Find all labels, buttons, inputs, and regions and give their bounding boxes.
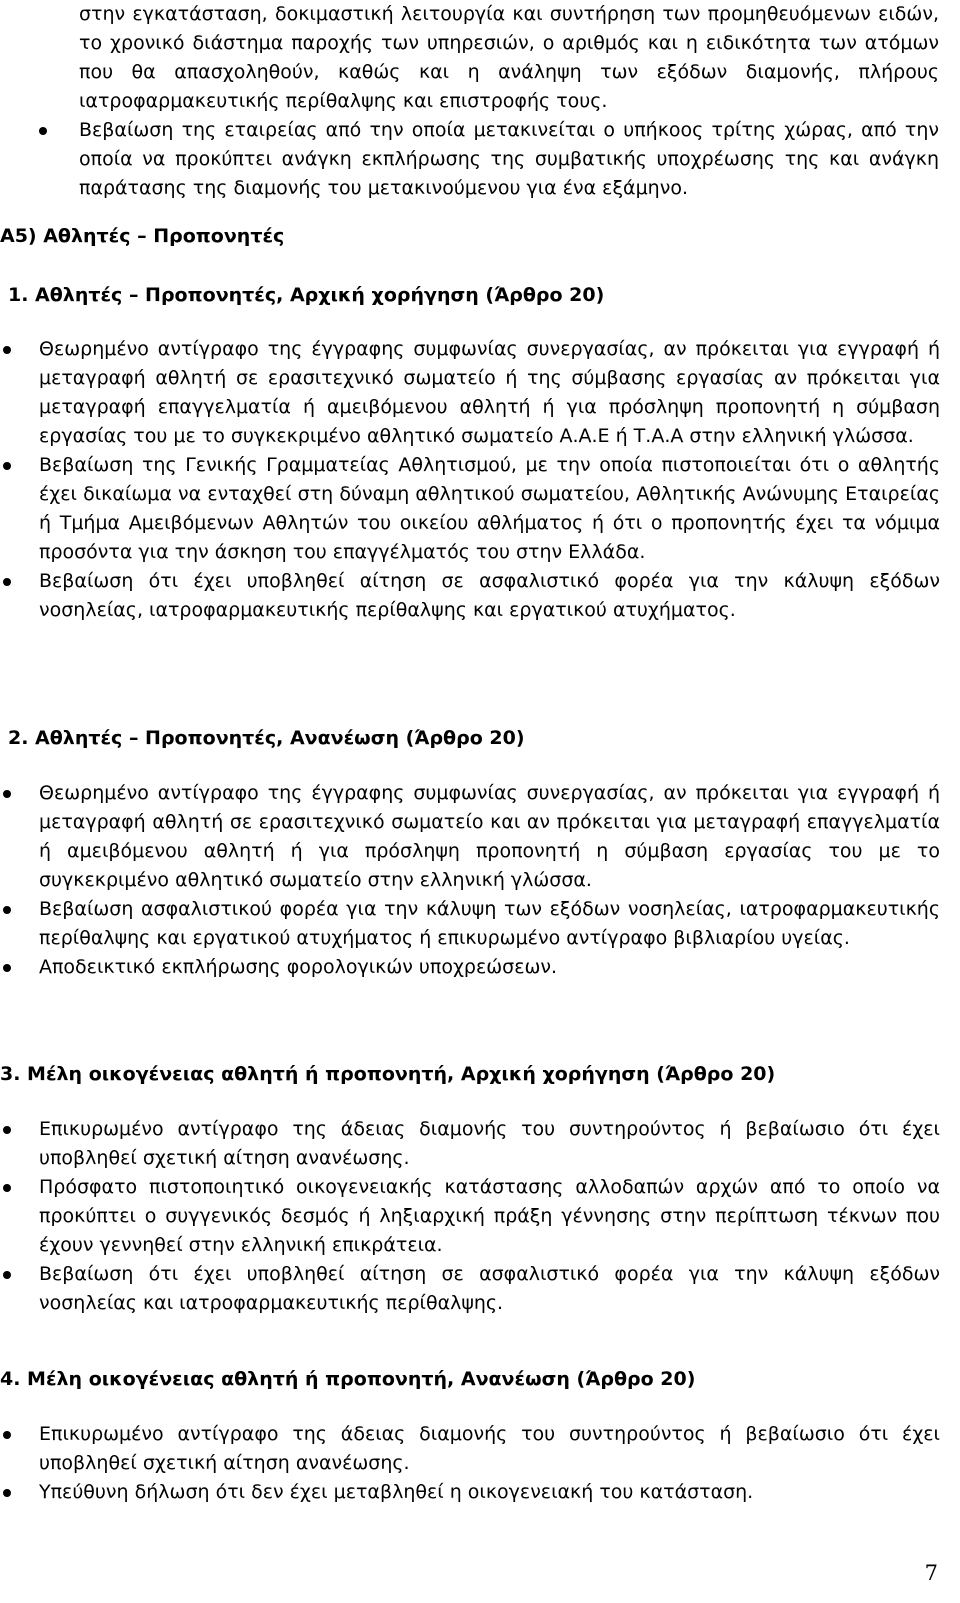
bullet-icon (3, 790, 11, 798)
list-item (0, 779, 940, 895)
bullet-icon (3, 1126, 11, 1134)
list-item (0, 953, 940, 982)
subsection-2-heading: 2. Αθλητές – Προπονητές, Ανανέωση (Άρθρο 20) (8, 727, 525, 749)
list-item-text: Θεωρημένο αντίγραφο της έγγραφης συμφωνίας συνεργασίας, αν πρόκειται για εγγραφή ή μεταγραφή αθλητή σε ερασιτεχνικό σωματείο ή της σύμβασης εργασίας αν πρόκειται για μεταγραφή επαγγελματία ή αμειβόμενου αθλητή ή για πρόσληψη προπονητή η σύμβαση εργασίας του με το συγκεκριμένο αθλητικό σωματείο Α.Α.Ε ή Τ.Α.Α στην ελληνική γλώσσα. (39, 338, 940, 447)
page-number: 7 (924, 1561, 938, 1585)
list-item-text: Βεβαίωση ασφαλιστικού φορέα για την κάλυψη των εξόδων νοσηλείας, ιατροφαρμακευτικής περίθαλψης και εργατικού ατυχήματος ή επικυρωμένο αντίγραφο βιβλιαρίου υγείας. (39, 898, 940, 949)
list-item-text: Επικυρωμένο αντίγραφο της άδειας διαμονής του συντηρούντος ή βεβαίωσιο ότι έχει υποβληθεί σχετική αίτηση ανανέωσης. (39, 1423, 940, 1474)
list-item (0, 335, 940, 451)
list-item-text: Υπεύθυνη δήλωση ότι δεν έχει μεταβληθεί η οικογενειακή του κατάσταση. (39, 1481, 754, 1503)
list-item-text: Επικυρωμένο αντίγραφο της άδειας διαμονής του συντηρούντος ή βεβαίωσιο ότι έχει υποβληθεί σχετική αίτηση ανανέωσης. (39, 1118, 940, 1169)
list-item (39, 116, 939, 203)
bullet-icon (3, 462, 11, 470)
list-item-text: Βεβαίωση της εταιρείας από την οποία μετακινείται ο υπήκοος τρίτης χώρας, από την οποία να προκύπτει ανάγκη εκπλήρωσης της συμβατικής υποχρέωσης της και ανάγκη παράτασης της διαμονής του μετακινούμενου για ένα εξάμηνο. (79, 119, 939, 199)
section-title: A5) Αθλητές – Προπονητές (0, 225, 285, 247)
subsection-1-heading: 1. Αθλητές – Προπονητές, Αρχική χορήγηση (Άρθρο 20) (8, 284, 605, 306)
bullet-icon (39, 127, 47, 135)
list-item (0, 567, 940, 625)
bullet-icon (3, 1431, 11, 1439)
subsection-3-list (0, 1115, 940, 1318)
intro-bullet-list (39, 116, 939, 203)
bullet-icon (3, 346, 11, 354)
intro-paragraph: στην εγκατάσταση, δοκιμαστική λειτουργία και συντήρηση των προμηθευόμενων ειδών, το χρονικό διάστημα παροχής των υπηρεσιών, ο αριθμός και η ειδικότητα των ατόμων που θα απασχοληθούν, καθώς και η ανάληψη των εξόδων διαμονής, πλήρους ιατροφαρμακευτικής περίθαλψης και επιστροφής τους. (79, 3, 939, 112)
bullet-icon (3, 1271, 11, 1279)
list-item (0, 1478, 940, 1507)
subsection-3-heading: 3. Μέλη οικογένειας αθλητή ή προπονητή, Αρχική χορήγηση (Άρθρο 20) (0, 1063, 776, 1085)
list-item-text: Βεβαίωση ότι έχει υποβληθεί αίτηση σε ασφαλιστικό φορέα για την κάλυψη εξόδων νοσηλείας, ιατροφαρμακευτικής περίθαλψης και εργατικού ατυχήματος. (39, 570, 940, 621)
bullet-icon (3, 906, 11, 914)
bullet-icon (3, 964, 11, 972)
bullet-icon (3, 1184, 11, 1192)
list-item (0, 1260, 940, 1318)
list-item-text: Βεβαίωση της Γενικής Γραμματείας Αθλητισμού, με την οποία πιστοποιείται ότι ο αθλητής έχει δικαίωμα να ενταχθεί στη δύναμη αθλητικού σωματείου, Αθλητικής Ανώνυμης Εταιρείας ή Τμήμα Αμειβόμενων Αθλητών του οικείου αθλήματος ή ότι ο προπονητής έχει τα νόμιμα προσόντα για την άσκηση του επαγγέλματός του στην Ελλάδα. (39, 454, 940, 563)
bullet-icon (3, 1489, 11, 1497)
list-item (0, 895, 940, 953)
subsection-1-list (0, 335, 940, 625)
subsection-4-heading: 4. Μέλη οικογένειας αθλητή ή προπονητή, Ανανέωση (Άρθρο 20) (0, 1368, 696, 1390)
list-item-text: Αποδεικτικό εκπλήρωσης φορολογικών υποχρεώσεων. (39, 956, 558, 978)
bullet-icon (3, 578, 11, 586)
list-item (0, 1115, 940, 1173)
subsection-4-list (0, 1420, 940, 1507)
list-item (0, 1173, 940, 1260)
subsection-2-list (0, 779, 940, 982)
list-item (0, 1420, 940, 1478)
list-item-text: Βεβαίωση ότι έχει υποβληθεί αίτηση σε ασφαλιστικό φορέα για την κάλυψη εξόδων νοσηλείας και ιατροφαρμακευτικής περίθαλψης. (39, 1263, 940, 1314)
list-item-text: Πρόσφατο πιστοποιητικό οικογενειακής κατάστασης αλλοδαπών αρχών από το οποίο να προκύπτει ο συγγενικός δεσμός ή ληξιαρχική πράξη γέννησης στην περίπτωση τέκνων που έχουν γεννηθεί στην ελληνική επικράτεια. (39, 1176, 940, 1256)
list-item (0, 451, 940, 567)
list-item-text: Θεωρημένο αντίγραφο της έγγραφης συμφωνίας συνεργασίας, αν πρόκειται για εγγραφή ή μεταγραφή αθλητή σε ερασιτεχνικό σωματείο και αν πρόκειται για μεταγραφή επαγγελματία ή αμειβόμενου αθλητή ή για πρόσληψη προπονητή η σύμβαση εργασίας του με το συγκεκριμένο αθλητικό σωματείο στην ελληνική γλώσσα. (39, 782, 940, 891)
